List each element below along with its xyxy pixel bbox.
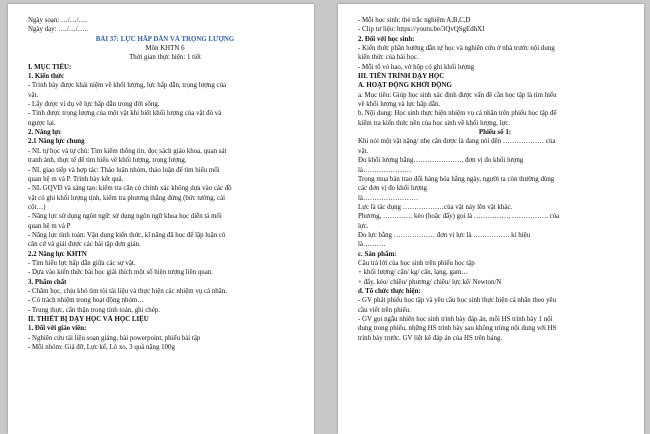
text-line: quan hệ m và P xyxy=(28,222,71,230)
text-line: Lực là tác dụng ………………của vật này lên vật khác. xyxy=(358,203,513,211)
text-line: - Chăm học, chịu khó tìm tòi tài liệu và thực hiện các nhiệm vụ cá nhân. xyxy=(28,287,227,295)
text-line: a. Mục tiêu: Giúp học sinh xác định được vấn đề cần học tập là tìm hiểu xyxy=(358,91,557,99)
heading-product: c. Sản phẩm: xyxy=(358,250,397,258)
document-page-left xyxy=(8,4,314,434)
date-prepared: Ngày soạn: …/…/…. xyxy=(28,17,88,24)
text-line: là………………… xyxy=(358,166,412,174)
text-line: - Năng lực sử dụng ngôn ngữ: sử dụng ngôn ngữ khoa học diễn tả mối xyxy=(28,213,222,221)
text-line: quan hệ m và P. Trình bày kết quả. xyxy=(28,175,124,183)
heading-qualities: 3. Phẩm chất xyxy=(28,278,67,286)
text-line: lực. xyxy=(358,222,369,230)
text-line: - Kiến thức phần hướng dẫn tự học và nghiên cứu ở nhà trước nội dung xyxy=(358,45,555,53)
text-line: về khối lượng và lực hấp dẫn. xyxy=(358,101,441,109)
heading-objectives: I. MỤC TIÊU: xyxy=(28,63,72,71)
text-line: vật. xyxy=(358,147,369,155)
document-page-right xyxy=(338,4,644,434)
text-line: là…………………… xyxy=(358,194,419,202)
text-line: cầu viết trên phiếu. xyxy=(358,306,411,314)
text-line: - GV gọi ngẫu nhiên học sinh trình bày đáp án, mỗi HS trình bày 1 nội xyxy=(358,316,553,323)
text-line: Câu trả lời của học sinh trên phiếu học tập xyxy=(358,259,475,267)
text-line: ngược lại. xyxy=(28,119,56,127)
text-line: Đo lực bằng ……………… đơn vị lực là ……………. kí hiệu xyxy=(358,231,531,239)
page-right-content xyxy=(358,16,632,343)
text-line: kiểm tra kiến thức nền của học sinh về khối lượng, lực. xyxy=(358,119,511,127)
text-line: + khối lượng/ cân/ kg/ cân, lạng, gam… xyxy=(358,269,469,277)
text-line: - Clip tư liệu: https://youtu.be/3QvQSgEdhXI xyxy=(358,26,485,34)
text-line: kiến thức của bài học. xyxy=(358,54,419,62)
heading-equipment: II. THIẾT BỊ DẠY HỌC VÀ HỌC LIỆU xyxy=(28,316,149,323)
text-line: tranh ảnh, thực tế để tìm hiểu về khối lượng, trọng lượng. xyxy=(28,157,187,165)
text-line: Khi nói một vật nặng/ nhẹ cân được là đang nói đến ……………… của xyxy=(358,138,556,146)
text-line: - Mỗi tổ vỏ hao, vở hộp có ghi khối lượng xyxy=(358,63,475,71)
text-line: vật. xyxy=(28,91,39,99)
text-line: dung trong phiếu, những HS trình bày sau không trùng nội dung với HS xyxy=(358,325,557,333)
text-line: các đơn vị đo khối lượng xyxy=(358,185,428,193)
text-line: - Lấy được ví dụ về lực hấp dẫn trong đời sống. xyxy=(28,101,160,109)
heading-implementation: d. Tổ chức thực hiện: xyxy=(358,287,421,295)
text-line: - Năng lực tính toán: Vận dụng kiến thức, kĩ năng đã học để lập luận có xyxy=(28,231,226,239)
text-line: - Tìm hiểu lực hấp dẫn giữa các sự vật. xyxy=(28,259,136,267)
text-line: - NL GQVĐ và sáng tạo: kiểm tra cân có chính xác không dựa vào các đồ xyxy=(28,185,232,193)
text-line: - Tính được trọng lượng của một vật khi biết khối lượng của vật đó và xyxy=(28,110,222,118)
worksheet-title: Phiếu số 1: xyxy=(478,129,512,137)
text-line: - Trung thực, cẩn thận trong tính toán, ghi chép. xyxy=(28,306,160,314)
text-line: Phương, …………. kéo (hoặc đẩy) gọi là ……………, ……………. của xyxy=(358,213,560,221)
heading-general-competence: 2.1 Năng lực chung xyxy=(28,138,85,146)
text-line: b. Nội dung: Học sinh thực hiện nhiệm vụ cá nhân trên phiếu học tập để xyxy=(358,110,557,118)
text-line: vật có ghi khối lượng tịnh, kiểm tra phương thẳng đứng (bức tường, cái xyxy=(28,194,226,202)
heading-teacher: 1. Đối với giáo viên: xyxy=(28,325,87,333)
text-line: cột…) xyxy=(28,203,46,211)
heading-teaching-process: III. TIẾN TRÌNH DẠY HỌC xyxy=(358,73,445,81)
text-line: Đo khối lượng bằng…………………, đơn vị đo khối lượng xyxy=(358,157,524,165)
text-line: - Nghiên cứu tài liệu soạn giảng, bài powerpoint, phiếu bài tập xyxy=(28,334,201,342)
text-line: - Có trách nhiệm trong hoạt động nhóm… xyxy=(28,297,145,305)
date-taught: Ngày dạy: …./…/….. xyxy=(28,26,88,34)
page-left-content xyxy=(28,16,302,352)
text-line: - Mỗi học sinh: thẻ trắc nghiệm A,B,C,D xyxy=(358,17,471,24)
text-line: trình bày trước. GV liệt kê đáp án của HS trên bảng. xyxy=(358,334,503,342)
text-line: - NL tự học và tự chủ: Tìm kiếm thông tin, đọc sách giáo khoa, quan sát xyxy=(28,147,227,155)
text-line: + đẩy, kéo/ chiều/ phương/ chiều/ lực kế/ Newton/N xyxy=(358,278,502,286)
duration: Thời gian thực hiện: 1 tiết xyxy=(129,54,201,62)
heading-warmup-activity: A. HOẠT ĐỘNG KHỞI ĐỘNG xyxy=(358,82,452,90)
text-line: - Trình bày được khái niệm về khối lượng, lực hấp dẫn, trọng lượng của xyxy=(28,82,227,90)
text-line: - Mỗi nhóm: Giá đỡ, Lực kế, Lò xo, 3 quả nặng 100g xyxy=(28,344,175,352)
text-line: căn cứ và giải được các bài tập đơn giản. xyxy=(28,241,141,249)
text-line: Trong mua bán trao đổi hàng hóa hằng ngày, người ta còn thường dùng xyxy=(358,175,555,183)
heading-knowledge: 1. Kiến thức xyxy=(28,73,65,81)
heading-students: 2. Đối với học sinh: xyxy=(358,35,415,43)
heading-competence: 2. Năng lực xyxy=(28,129,62,137)
text-line: - GV phát phiếu học tập và yêu cầu học sinh thực hiện cá nhân theo yêu xyxy=(358,297,557,305)
text-line: là………. xyxy=(358,241,386,249)
subject: Môn KHTN 6 xyxy=(145,45,185,53)
heading-science-competence: 2.2 Năng lực KHTN xyxy=(28,250,87,258)
text-line: - Dựa vào kiến thức bài học giải thích một số hiện tượng liên quan. xyxy=(28,269,213,277)
lesson-title: BÀI 37: LỰC HẤP DẪN VÀ TRỌNG LƯỢNG xyxy=(95,35,235,43)
text-line: - NL giao tiếp và hợp tác: Thảo luận nhóm, thảo luận để tìm hiểu mối xyxy=(28,166,220,174)
